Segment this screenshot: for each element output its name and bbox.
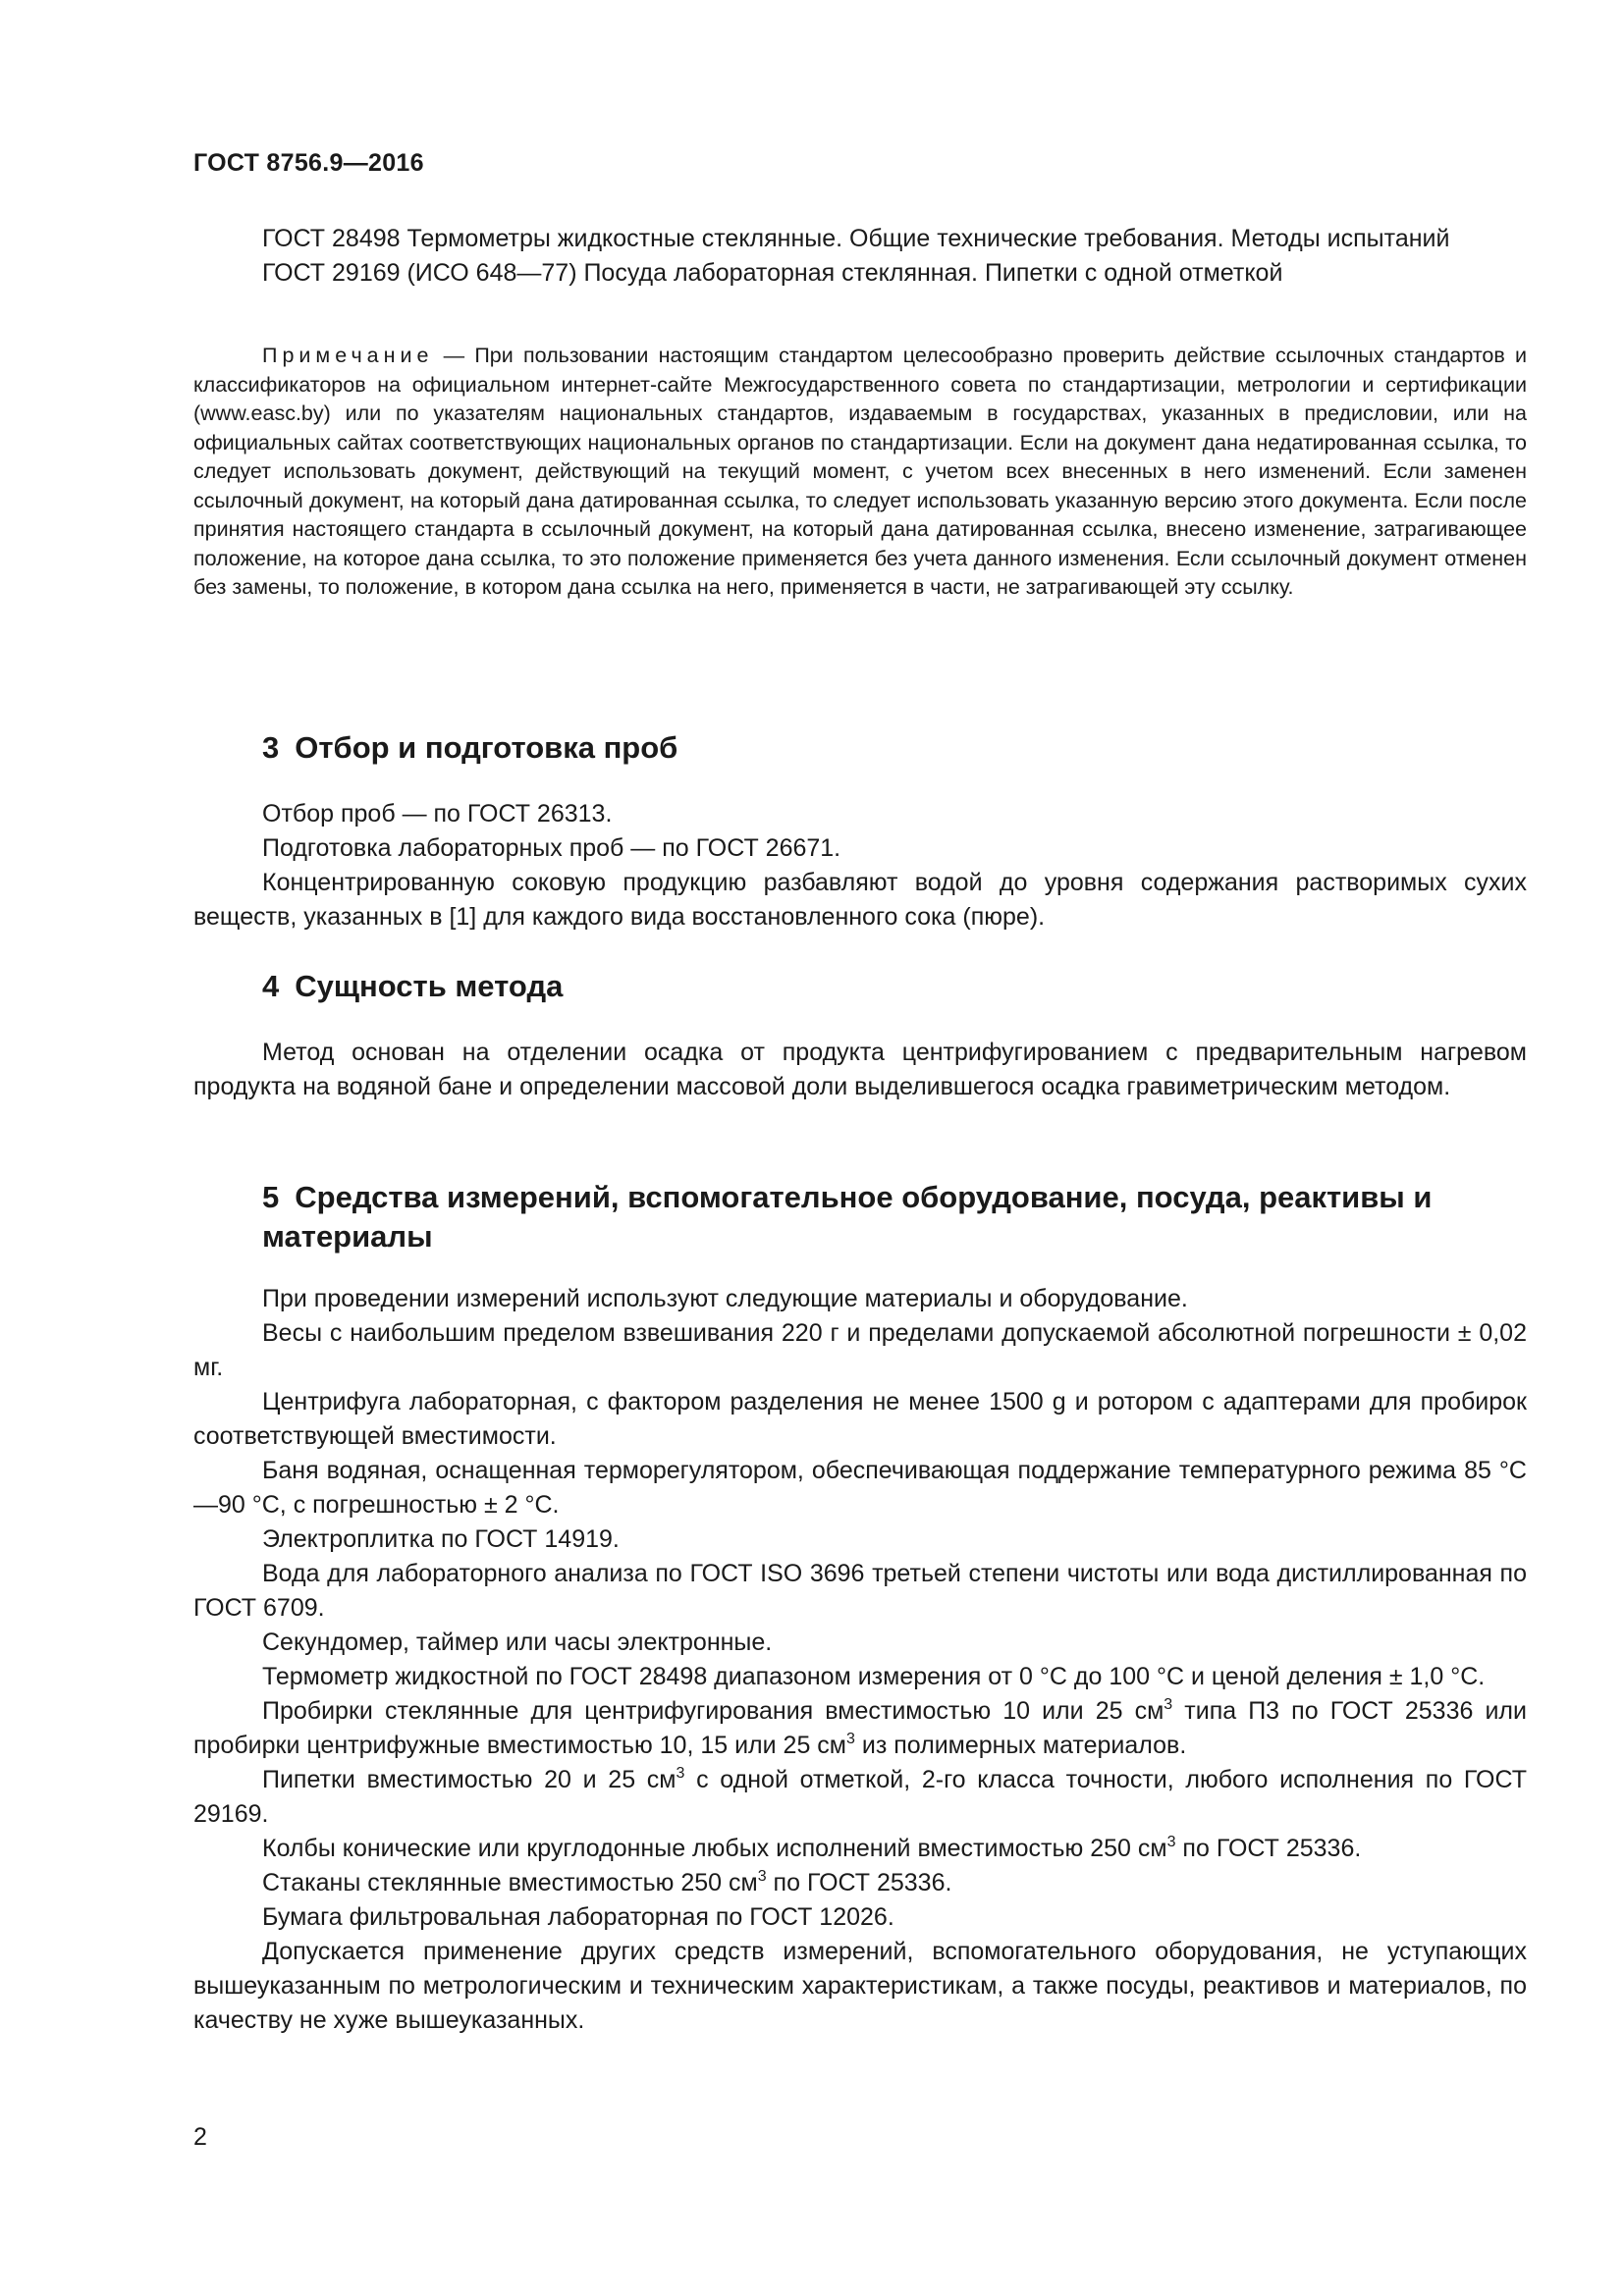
superscript: 3 [676, 1765, 685, 1782]
document-header: ГОСТ 8756.9—2016 [193, 149, 424, 177]
paragraph: При проведении измерений используют следующие материалы и оборудование. [262, 1285, 1188, 1312]
paragraph [193, 1763, 1527, 1832]
text-run: Стаканы стеклянные вместимостью 250 см [262, 1869, 758, 1896]
paragraph [193, 1866, 1527, 1900]
section-title: Сущность метода [295, 969, 564, 1003]
reference-item: ГОСТ 28498 Термометры жидкостные стеклянные. Общие технические требования. Методы испытаний [262, 225, 1450, 252]
text-run: по ГОСТ 25336. [766, 1869, 952, 1896]
text-run: типа П3 по ГОСТ 25336 или пробирки центрифужные вместимостью 10, 15 или 25 см [193, 1697, 1527, 1759]
reference-item: ГОСТ 29169 (ИСО 648—77) Посуда лабораторная стеклянная. Пипетки с одной отметкой [262, 259, 1283, 287]
paragraph: Бумага фильтровальная лабораторная по ГОСТ 12026. [262, 1903, 894, 1931]
section-number: 4 [262, 969, 280, 1003]
page-number: 2 [193, 2123, 207, 2151]
paragraph: Секундомер, таймер или часы электронные. [262, 1629, 773, 1656]
section-title: Средства измерений, вспомогательное оборудование, посуда, реактивы и материалы [262, 1180, 1433, 1254]
text-run: с одной отметкой, 2-го класса точности, любого исполнения по ГОСТ 29169. [193, 1766, 1527, 1828]
section-number: 3 [262, 730, 280, 765]
note-text: — При пользовании настоящим стандартом целесообразно проверить действие ссылочных стандартов и классификаторов на официальном интернет-сайте Межгосударственного совета по стандартизации, метрологии и сертификации (www.easc.by) или по указателям национальных стандартов, издаваемым в государствах, указанных в предисловии, или на официальных сайтах соответствующих национальных органов по стандартизации. Если на документ дана недатированная ссылка, то следует использовать документ, действующий на текущий момент, с учетом всех внесенных в него изменений. Если заменен ссылочный документ, на который дана датированная ссылка, то следует использовать указанную версию этого документа. Если после принятия настоящего стандарта в ссылочный документ, на который дана датированная ссылка, внесено изменение, затрагивающее положение, на которое дана ссылка, то это положение применяется без учета данного изменения. Если ссылочный документ отменен без замены, то положение, в котором дана ссылка на него, применяется в части, не затрагивающей эту ссылку. [193, 344, 1527, 599]
section-number: 5 [262, 1180, 280, 1214]
text-run: по ГОСТ 25336. [1175, 1835, 1362, 1862]
section-3-body [193, 797, 1527, 934]
paragraph: Электроплитка по ГОСТ 14919. [262, 1525, 620, 1553]
paragraph: Весы с наибольшим пределом взвешивания 220 г и пределами допускаемой абсолютной погрешности ± 0,02 мг. [193, 1319, 1527, 1381]
superscript: 3 [1166, 1834, 1176, 1850]
superscript: 3 [846, 1731, 855, 1747]
section-3-heading [262, 728, 1529, 768]
paragraph [193, 1694, 1527, 1763]
paragraph: Допускается применение других средств измерений, вспомогательного оборудования, не уступающих вышеуказанным по метрологическим и техническим характеристикам, а также посуды, реактивов и материалов, по качеству не хуже вышеуказанных. [193, 1938, 1527, 2034]
paragraph: Баня водяная, оснащенная терморегулятором, обеспечивающая поддержание температурного режима 85 °С—90 °С, с погрешностью ± 2 °С. [193, 1457, 1527, 1519]
section-title: Отбор и подготовка проб [295, 730, 678, 765]
paragraph: Концентрированную соковую продукцию разбавляют водой до уровня содержания растворимых сухих веществ, указанных в [1] для каждого вида восстановленного сока (пюре). [193, 869, 1527, 931]
references-block [193, 222, 1527, 291]
text-run: из полимерных материалов. [854, 1732, 1187, 1759]
paragraph: Подготовка лабораторных проб — по ГОСТ 26671. [262, 834, 841, 862]
paragraph: Центрифуга лабораторная, с фактором разделения не менее 1500 g и ротором с адаптерами для пробирок соответствующей вместимости. [193, 1388, 1527, 1450]
section-4-heading [262, 967, 1529, 1006]
paragraph: Вода для лабораторного анализа по ГОСТ ISO 3696 третьей степени чистоты или вода дистиллированная по ГОСТ 6709. [193, 1560, 1527, 1622]
section-5-body [193, 1282, 1527, 2038]
paragraph: Отбор проб — по ГОСТ 26313. [262, 800, 613, 828]
text-run: Пробирки стеклянные для центрифугирования вместимостью 10 или 25 см [262, 1697, 1164, 1725]
text-run: Колбы конические или круглодонные любых исполнений вместимостью 250 см [262, 1835, 1167, 1862]
note-paragraph [193, 342, 1527, 603]
paragraph: Термометр жидкостной по ГОСТ 28498 диапазоном измерения от 0 °С до 100 °С и ценой деления ± 1,0 °С. [262, 1663, 1486, 1690]
paragraph [193, 1832, 1527, 1866]
paragraph: Метод основан на отделении осадка от продукта центрифугированием с предварительным нагревом продукта на водяной бане и определении массовой доли выделившегося осадка гравиметрическим методом. [193, 1039, 1527, 1100]
text-run: Пипетки вместимостью 20 и 25 см [262, 1766, 677, 1793]
note-label: Примечание [262, 344, 434, 367]
superscript: 3 [757, 1868, 767, 1885]
superscript: 3 [1164, 1696, 1173, 1713]
section-5-heading [262, 1178, 1529, 1256]
section-4-body [193, 1036, 1527, 1104]
